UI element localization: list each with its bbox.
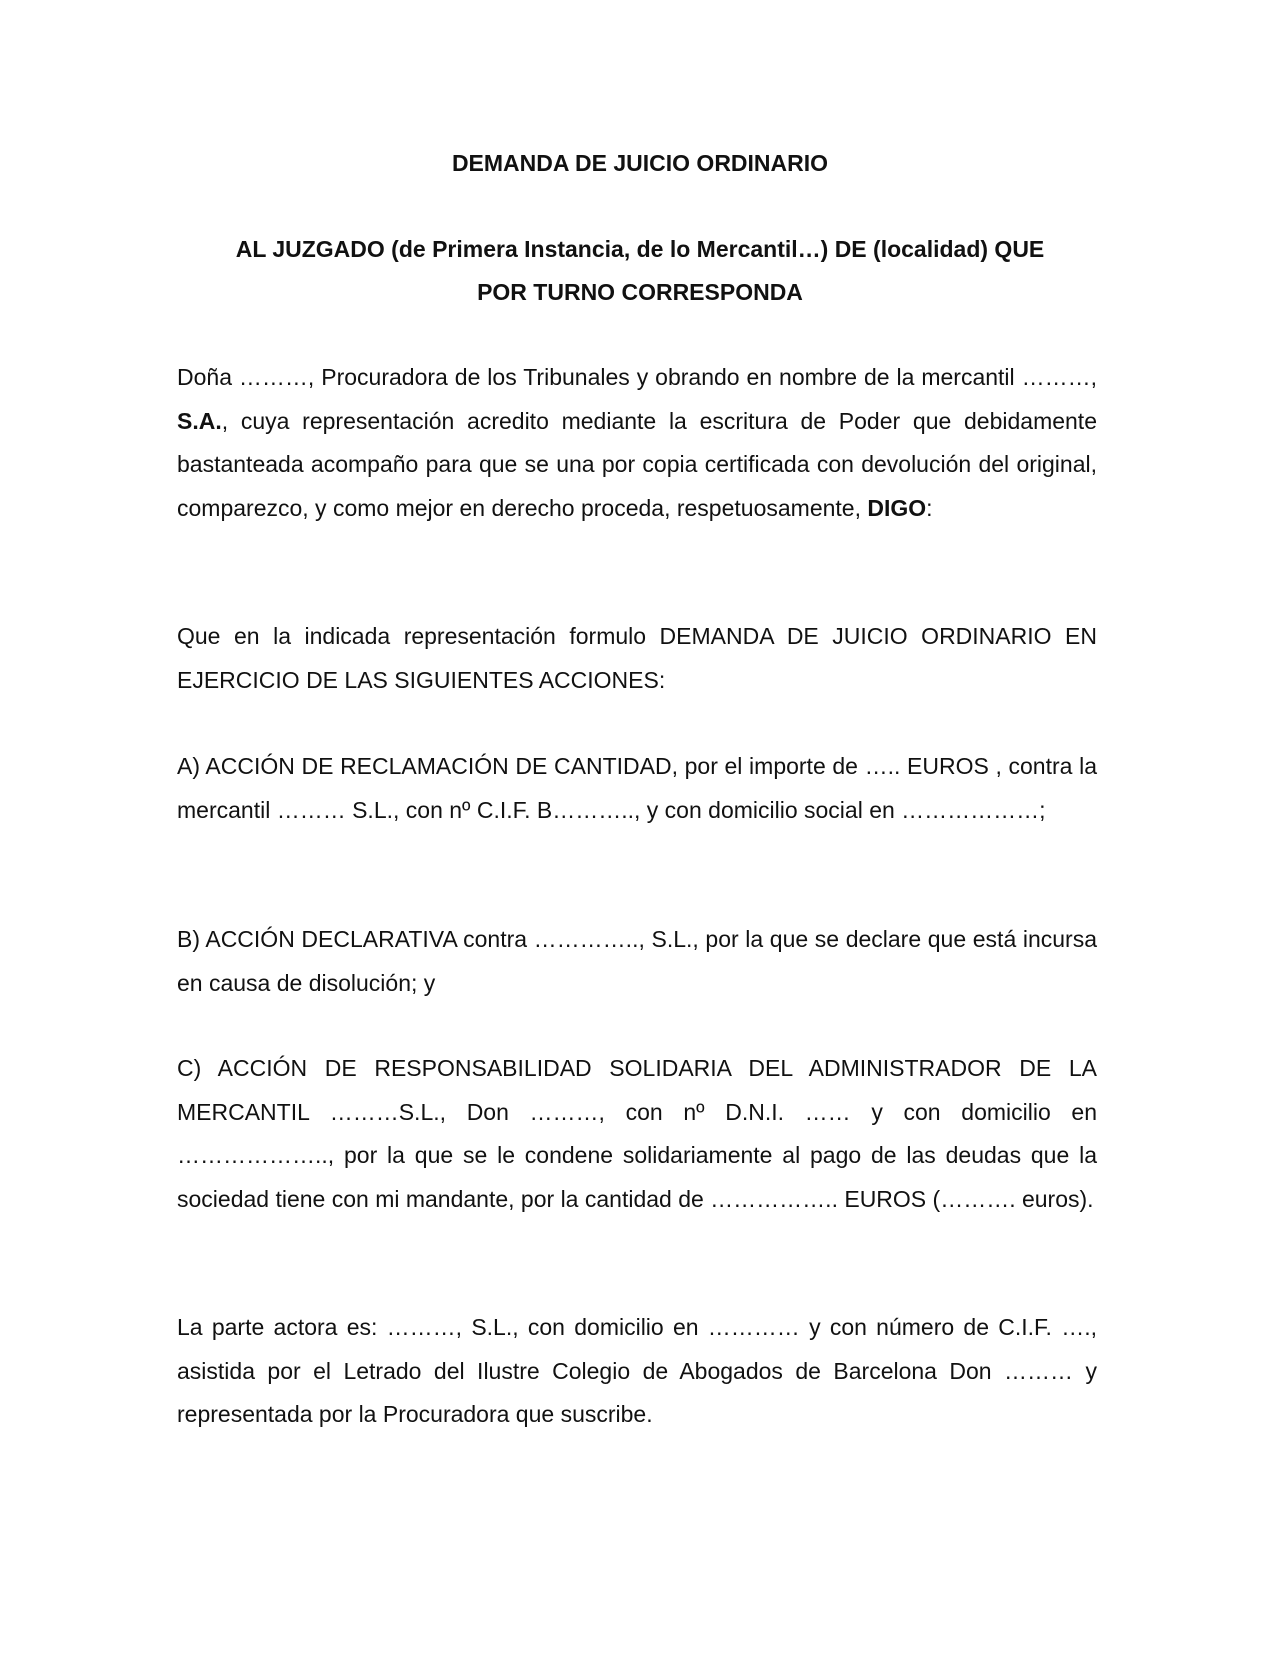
intro-bold-sa: S.A.: [177, 407, 222, 434]
accion-b-paragraph: B) ACCIÓN DECLARATIVA contra ………….., S.L., por la que se declare que está incursa en causa de disolución; y: [177, 926, 1097, 996]
document-title: DEMANDA DE JUICIO ORDINARIO: [451, 150, 829, 176]
accion-c-paragraph: C) ACCIÓN DE RESPONSABILIDAD SOLIDARIA DEL ADMINISTRADOR DE LA MERCANTIL ………S.L., Don ………, con nº D.N.I. …… y con domicilio en ……………….., por la que se le condene solidariamente al pago de las deudas que la sociedad tiene con mi mandante, por la cantidad de …………….. EUROS (………. euros).: [177, 1055, 1097, 1212]
parte-actora-paragraph: La parte actora es: ………, S.L., con domicilio en ………… y con número de C.I.F. …., asistida por el Letrado del Ilustre Colegio de Abogados de Barcelona Don ……… y representada por la Procuradora que suscribe.: [177, 1314, 1097, 1427]
intro-text-1: Doña ………, Procuradora de los Tribunales y obrando en nombre de la mercantil ………,: [177, 364, 1097, 390]
court-heading: [0, 228, 1280, 314]
court-heading-line-2: POR TURNO CORRESPONDA: [477, 279, 803, 305]
intro-text-3: :: [926, 494, 933, 521]
intro-text-2: , cuya representación acredito mediante la escritura de Poder que debidamente bastanteada acompaño para que se una por copia certificada con devolución del original, comparezco, y como mejor en derecho proceda, respetuosamente,: [177, 407, 1097, 521]
court-heading-line-1: AL JUZGADO (de Primera Instancia, de lo Mercantil…) DE (localidad) QUE: [235, 236, 1045, 262]
intro-paragraph: [177, 356, 1097, 530]
accion-a-paragraph: A) ACCIÓN DE RECLAMACIÓN DE CANTIDAD, por el importe de ….. EUROS , contra la mercantil ……… S.L., con nº C.I.F. B……….., y con domicilio social en ………………;: [177, 753, 1097, 823]
intro-bold-digo: DIGO: [867, 494, 927, 521]
que-paragraph: Que en la indicada representación formulo DEMANDA DE JUICIO ORDINARIO EN EJERCICIO DE LAS SIGUIENTES ACCIONES:: [177, 623, 1097, 693]
